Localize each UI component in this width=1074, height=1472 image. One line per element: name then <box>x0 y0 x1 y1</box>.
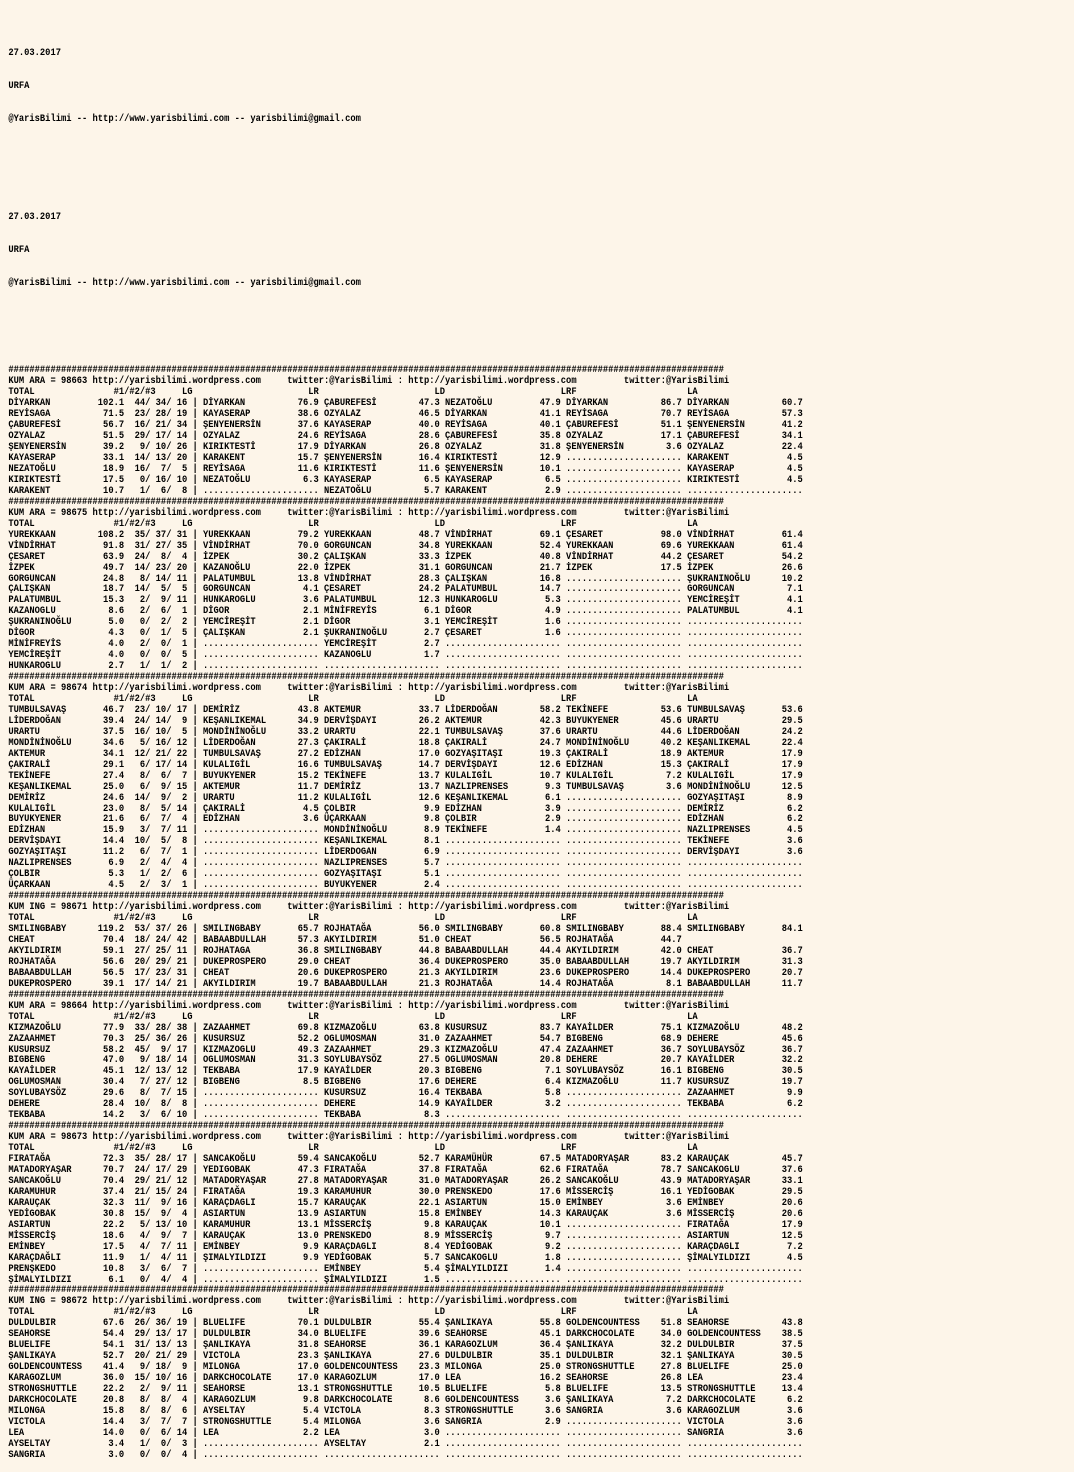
runner-row: EDİZHAN 15.9 3/ 7/ 11 | ...................... MONDİNİNOĞLU 8.9 TEKİNEFE 1.4 ...................... NAZLIPRENSES 4.5 <box>8 824 803 837</box>
runner-row: EMİNBEY 17.5 4/ 7/ 11 | EMİNBEY 9.9 KARAÇDAGLI 8.4 YEDİGOBAK 9.2 ...................... KARAÇDAGLI 7.2 <box>8 1240 803 1253</box>
race-block <box>8 1285 896 1460</box>
header-contact: @YarisBilimi -- http://www.yarisbilimi.com -- yarisbilimi@gmail.com <box>8 276 361 289</box>
runner-row: KAYASERAP 33.1 14/ 13/ 20 | KARAKENT 15.7 ŞENYENERSİN 16.4 KIRIKTESTİ 12.9 ...................... KARAKENT 4.5 <box>8 452 803 465</box>
runner-row: KUSURSUZ 58.2 45/ 9/ 17 | KIZMAZOGLU 49.3 ZAZAAHMET 29.3 KIZMAZOĞLU 47.4 ZAZAAHMET 36.7 SOYLUBAYSÖZ 36.7 <box>8 1043 803 1056</box>
column-header-line: TOTAL #1/#2/#3 LG LR LD LRF LA <box>8 517 698 530</box>
runner-row: İZPEK 49.7 14/ 23/ 20 | KAZANOĞLU 22.0 İZPEK 31.1 GORGUNCAN 21.7 İZPEK 17.5 İZPEK 26.6 <box>8 561 803 574</box>
runner-row: REYİSAGA 71.5 23/ 28/ 19 | KAYASERAP 38.6 OZYALAZ 46.5 DİYARKAN 41.1 REYİSAGA 70.7 REYİSAGA 57.3 <box>8 408 803 421</box>
runner-row: VİNDİRHAT 91.8 31/ 27/ 35 | VİNDİRHAT 70.0 GORGUNCAN 34.8 YUREKKAAN 52.4 YUREKKAAN 69.6 YUREKKAAN 61.4 <box>8 539 803 552</box>
separator-line: ######################################################################################################################################## <box>8 1284 724 1297</box>
separator-line: ######################################################################################################################################## <box>8 988 724 1001</box>
header-contact: @YarisBilimi -- http://www.yarisbilimi.com -- yarisbilimi@gmail.com <box>8 112 361 125</box>
runner-row: HUNKAROGLU 2.7 1/ 1/ 2 | ...................... ...................... ...................... ...................... ...................... <box>8 660 803 673</box>
runner-row: KULALIGİL 23.0 8/ 5/ 14 | ÇAKIRALİ 4.5 ÇOLBIR 9.9 EDİZHAN 3.9 ...................... DEMİRİZ 6.2 <box>8 802 803 815</box>
race-header-line: KUM ARA = 98675 http://yarisbilimi.wordpress.com twitter:@YarisBilimi : http://yarisbilimi.wordpress.com twitter:@YarisBilimi <box>8 506 730 519</box>
header-spacer <box>8 146 896 157</box>
runner-row: BUYUKYENER 21.6 6/ 7/ 4 | EDİZHAN 3.6 ÜÇARKAAN 9.8 ÇOLBIR 2.9 ...................... EDİZHAN 6.2 <box>8 813 803 826</box>
separator-line: ######################################################################################################################################## <box>8 1120 724 1133</box>
column-header-line: TOTAL #1/#2/#3 LG LR LD LRF LA <box>8 912 698 925</box>
runner-row: ÇABUREFESİ 56.7 16/ 21/ 34 | ŞENYENERSİN 37.6 KAYASERAP 40.0 REYİSAGA 40.1 ÇABUREFESİ 51.1 ŞENYENERSİN 41.2 <box>8 419 803 432</box>
runner-row: NEZATOĞLU 18.9 16/ 7/ 5 | REYİSAGA 11.6 KIRIKTESTİ 11.6 ŞENYENERSİN 10.1 ...................... KAYASERAP 4.5 <box>8 462 803 475</box>
header-date: 27.03.2017 <box>8 211 61 224</box>
runner-row: MILONGA 15.8 8/ 8/ 6 | AYSELTAY 5.4 VICTOLA 8.3 STRONGSHUTTLE 3.6 SANGRIA 3.6 KARAGOZLUM 3.6 <box>8 1404 803 1417</box>
race-block <box>8 1121 896 1285</box>
runner-row: KARAMUHUR 37.4 21/ 15/ 24 | FIRATAĞA 19.3 KARAMUHUR 30.0 PRENSKEDO 17.6 MİSSERCİŞ 16.1 YEDİGOBAK 29.5 <box>8 1185 803 1198</box>
runner-row: ZAZAAHMET 70.3 25/ 36/ 26 | KUSURSUZ 52.2 OGLUMOSMAN 31.0 ZAZAAHMET 54.7 BIGBENG 68.9 DEHERE 45.6 <box>8 1032 803 1045</box>
runner-row: KARAÇDAĞLI 11.9 1/ 4/ 11 | ŞIMALYILDIZI 9.9 YEDİGOBAK 5.7 SANCAKOGLU 1.8 ...................... ŞİMALYILDIZI 4.5 <box>8 1251 803 1264</box>
runner-row: LEA 14.0 0/ 6/ 14 | LEA 2.2 LEA 3.0 ...................... ...................... SANGRIA 3.6 <box>8 1426 803 1439</box>
runner-row: KARAGOZLUM 36.0 15/ 10/ 16 | DARKCHOCOLATE 17.0 KARAGOZLUM 17.0 LEA 16.2 SEAHORSE 26.8 LEA 23.4 <box>8 1372 803 1385</box>
runner-row: ÜÇARKAAN 4.5 2/ 3/ 1 | ...................... BUYUKYENER 2.4 ...................... ...................... ...................... <box>8 879 803 892</box>
runner-row: DARKCHOCOLATE 20.8 8/ 8/ 4 | KARAGOZLUM 9.8 DARKCHOCOLATE 8.6 GOLDENCOUNTESS 3.6 ŞANLIKAYA 7.2 DARKCHOCOLATE 6.2 <box>8 1394 803 1406</box>
header-spacer <box>8 311 896 322</box>
runner-row: YUREKKAAN 108.2 35/ 37/ 31 | YUREKKAAN 79.2 YUREKKAAN 48.7 VİNDİRHAT 69.1 ÇESARET 98.0 VİNDİRHAT 61.4 <box>8 528 803 541</box>
runner-row: AKTEMUR 34.1 12/ 21/ 22 | TUMBULSAVAŞ 27.2 EDİZHAN 17.0 GOZYAŞITAŞI 19.3 ÇAKIRALİ 18.9 AKTEMUR 17.9 <box>8 747 803 760</box>
runner-row: TEKBABA 14.2 3/ 6/ 10 | ...................... TEKBABA 8.3 ...................... ...................... ...................... <box>8 1109 803 1122</box>
runner-row: CHEAT 70.4 18/ 24/ 42 | BABAABDULLAH 57.3 AKYILDIRIM 51.0 CHEAT 56.5 ROJHATAĞA 44.7 <box>8 933 682 946</box>
runner-row: DİYARKAN 102.1 44/ 34/ 16 | DİYARKAN 76.9 ÇABUREFESİ 47.3 NEZATOĞLU 47.9 DİYARKAN 86.7 DİYARKAN 60.7 <box>8 397 803 410</box>
runner-row: ŞİMALYILDIZI 6.1 0/ 4/ 4 | ...................... ŞİMALYILDIZI 1.5 ...................... ...................... ...................... <box>8 1273 803 1286</box>
column-header-line: TOTAL #1/#2/#3 LG LR LD LRF LA <box>8 1010 698 1023</box>
race-block <box>8 672 896 891</box>
runner-row: GORGUNCAN 24.8 8/ 14/ 11 | PALATUMBUL 13.8 VİNDİRHAT 28.3 ÇALIŞKAN 16.8 ...................... ŞUKRANINOĞLU 10.2 <box>8 572 803 585</box>
page-header <box>8 26 896 344</box>
race-tables <box>8 365 896 1460</box>
separator-line: ######################################################################################################################################## <box>8 671 724 684</box>
runner-row: YEMCİREŞİT 4.0 0/ 0/ 5 | ...................... KAZANOGLU 1.7 ...................... ...................... ...................... <box>8 649 803 662</box>
race-header-line: KUM ARA = 98674 http://yarisbilimi.wordpress.com twitter:@YarisBilimi : http://yarisbilimi.wordpress.com twitter:@YarisBilimi <box>8 682 730 695</box>
runner-row: KIRIKTESTİ 17.5 0/ 16/ 10 | NEZATOĞLU 6.3 KAYASERAP 6.5 KAYASERAP 6.5 ...................... KIRIKTESTİ 4.5 <box>8 473 803 486</box>
runner-row: DULDULBIR 67.6 26/ 36/ 19 | BLUELIFE 70.1 DULDULBIR 55.4 ŞANLIKAYA 55.8 GOLDENCOUNTESS 51.8 SEAHORSE 43.8 <box>8 1317 803 1330</box>
runner-row: SEAHORSE 54.4 29/ 13/ 17 | DULDULBIR 34.0 BLUELIFE 39.6 SEAHORSE 45.1 DARKCHOCOLATE 34.0 GOLDENCOUNTESS 38.5 <box>8 1328 803 1341</box>
runner-row: VICTOLA 14.4 3/ 7/ 7 | STRONGSHUTTLE 5.4 MILONGA 3.6 SANGRIA 2.9 ...................... VICTOLA 3.6 <box>8 1415 803 1428</box>
race-block <box>8 990 896 1121</box>
runner-row: KIZMAZOĞLU 77.9 33/ 28/ 38 | ZAZAAHMET 69.8 KIZMAZOĞLU 63.8 KUSURSUZ 83.7 KAYAİLDER 75.1 KIZMAZOĞLU 48.2 <box>8 1021 803 1034</box>
runner-row: DEHERE 28.4 10/ 8/ 8 | ...................... DEHERE 14.9 KAYAİLDER 3.2 ...................... TEKBABA 6.2 <box>8 1098 803 1111</box>
runner-row: YEDİGOBAK 30.8 15/ 9/ 4 | ASIARTUN 13.9 ASIARTUN 15.8 EMİNBEY 14.3 KARAUÇAK 3.6 MİSSERCİŞ 20.6 <box>8 1207 803 1220</box>
runner-row: ŞENYENERSİN 39.2 9/ 10/ 26 | KIRIKTESTİ 17.9 DİYARKAN 26.8 OZYALAZ 31.8 ŞENYENERSİN 3.6 OZYALAZ 22.4 <box>8 441 803 454</box>
runner-row: TUMBULSAVAŞ 46.7 23/ 10/ 17 | DEMİRİZ 43.8 AKTEMUR 33.7 LİDERDOĞAN 58.2 TEKİNEFE 53.6 TUMBULSAVAŞ 53.6 <box>8 703 803 716</box>
runner-row: NAZLIPRENSES 6.9 2/ 4/ 4 | ...................... NAZLIPRENSES 5.7 ...................... ...................... ...................... <box>8 857 803 870</box>
runner-row: BABAABDULLAH 56.5 17/ 23/ 31 | CHEAT 20.6 DUKEPROSPERO 21.3 AKYILDIRIM 23.6 DUKEPROSPERO 14.4 DUKEPROSPERO 20.7 <box>8 966 803 979</box>
runner-row: PRENŞKEDO 10.8 3/ 6/ 7 | ...................... EMİNBEY 5.4 ŞİMALYILDIZI 1.4 ...................... ...................... <box>8 1262 803 1275</box>
runner-row: MİSSERCİŞ 18.6 4/ 9/ 7 | KARAUÇAK 13.0 PRENSKEDO 8.9 MİSSERCİŞ 9.7 ...................... ASIARTUN 12.5 <box>8 1229 803 1242</box>
runner-row: BIGBENG 47.0 9/ 18/ 14 | OGLUMOSMAN 31.3 SOYLUBAYSÖZ 27.5 OGLUMOSMAN 20.8 DEHERE 20.7 KAYAİLDER 32.2 <box>8 1054 803 1067</box>
header-date: 27.03.2017 <box>8 46 61 59</box>
runner-row: MATADORYAŞAR 70.7 24/ 17/ 29 | YEDIGOBAK 47.3 FIRATAĞA 37.8 FIRATAĞA 62.6 FIRATAĞA 78.7 SANCAKOGLU 37.6 <box>8 1163 803 1176</box>
runner-row: GOLDENCOUNTESS 41.4 9/ 18/ 9 | MILONGA 17.0 GOLDENCOUNTESS 23.3 MILONGA 25.0 STRONGSHUTTLE 27.8 BLUELIFE 25.0 <box>8 1361 803 1374</box>
race-block <box>8 497 896 672</box>
separator-line: ######################################################################################################################################## <box>8 364 724 377</box>
runner-row: LİDERDOĞAN 39.4 24/ 14/ 9 | KEŞANLIKEMAL 34.9 DERVİŞDAYI 26.2 AKTEMUR 42.3 BUYUKYENER 45.6 URARTU 29.5 <box>8 714 803 727</box>
runner-row: KAYAİLDER 45.1 12/ 13/ 12 | TEKBABA 17.9 KAYAİLDER 20.3 BIGBENG 7.1 SOYLUBAYSÖZ 16.1 BIGBENG 30.5 <box>8 1065 803 1078</box>
runner-row: ROJHATAĞA 56.6 20/ 29/ 21 | DUKEPROSPERO 29.0 CHEAT 36.4 DUKEPROSPERO 35.0 BABAABDULLAH 19.7 AKYILDIRIM 31.3 <box>8 955 803 968</box>
runner-row: SMILINGBABY 119.2 53/ 37/ 26 | SMILINGBABY 65.7 ROJHATAĞA 56.0 SMILINGBABY 60.8 SMILINGBABY 88.4 SMILINGBABY 84.1 <box>8 923 803 936</box>
runner-row: ÇESARET 63.9 24/ 8/ 4 | İZPEK 30.2 ÇALIŞKAN 33.3 İZPEK 40.8 VİNDİRHAT 44.2 ÇESARET 54.2 <box>8 550 803 563</box>
column-header-line: TOTAL #1/#2/#3 LG LR LD LRF LA <box>8 1142 698 1155</box>
runner-row: AYSELTAY 3.4 1/ 0/ 3 | ...................... AYSELTAY 2.1 ...................... ...................... ...................... <box>8 1437 803 1450</box>
runner-row: DEMİRİZ 24.6 14/ 9/ 2 | URARTU 11.2 KULALIGİL 12.6 KEŞANLIKEMAL 6.1 ...................... GOZYAŞITAŞI 8.9 <box>8 791 803 804</box>
runner-row: FIRATAĞA 72.3 35/ 28/ 17 | SANCAKOĞLU 59.4 SANCAKOĞLU 52.7 KARAMÜHÜR 67.5 MATADORYAŞAR 83.2 KARAUÇAK 45.7 <box>8 1153 803 1166</box>
runner-row: DİGOR 4.3 0/ 1/ 5 | ÇALIŞKAN 2.1 ŞUKRANINOĞLU 2.7 ÇESARET 1.6 ...................... ...................... <box>8 627 803 640</box>
runner-row: KARAUÇAK 32.3 11/ 9/ 16 | KARAÇDAGLI 15.7 KARAUÇAK 22.1 ASIARTUN 15.0 EMİNBEY 3.6 EMİNBEY 20.6 <box>8 1196 803 1209</box>
runner-row: TEKİNEFE 27.4 8/ 6/ 7 | BUYUKYENER 15.2 TEKİNEFE 13.7 KULALIGİL 10.7 KULALIGİL 7.2 KULALIGİL 17.9 <box>8 769 803 782</box>
separator-line: ######################################################################################################################################## <box>8 890 724 903</box>
runner-row: STRONGSHUTTLE 22.2 2/ 9/ 11 | SEAHORSE 13.1 STRONGSHUTTLE 10.5 BLUELIFE 5.8 BLUELIFE 13.5 STRONGSHUTTLE 13.4 <box>8 1383 803 1396</box>
runner-row: ÇALIŞKAN 18.7 14/ 5/ 5 | GORGUNCAN 4.1 ÇESARET 24.2 PALATUMBUL 14.7 ...................... GORGUNCAN 7.1 <box>8 583 803 596</box>
runner-row: MİNİFREYİS 4.0 2/ 0/ 1 | ...................... YEMCİREŞİT 2.7 ...................... ...................... ...................... <box>8 638 803 651</box>
runner-row: ÇOLBIR 5.3 1/ 2/ 6 | ...................... GOZYAŞITAŞI 5.1 ...................... ...................... ...................... <box>8 868 803 881</box>
runner-row: OZYALAZ 51.5 29/ 17/ 14 | OZYALAZ 24.6 REYİSAGA 28.6 ÇABUREFESİ 35.8 OZYALAZ 17.1 ÇABUREFESİ 34.1 <box>8 430 803 443</box>
race-header-line: KUM ARA = 98673 http://yarisbilimi.wordpress.com twitter:@YarisBilimi : http://yarisbilimi.wordpress.com twitter:@YarisBilimi <box>8 1131 730 1144</box>
race-header-line: KUM ING = 98672 http://yarisbilimi.wordpress.com twitter:@YarisBilimi : http://yarisbilimi.wordpress.com twitter:@YarisBilimi <box>8 1295 730 1308</box>
header-city: URFA <box>8 79 30 92</box>
race-block <box>8 891 896 990</box>
runner-row: SANGRIA 3.0 0/ 0/ 4 | ...................... ...................... ...................... ...................... ...................... <box>8 1448 803 1461</box>
runner-row: GOZYAŞITAŞI 11.2 6/ 7/ 1 | ...................... LİDERDOGAN 6.9 ...................... ...................... DERVİŞDAYI 3.6 <box>8 846 803 859</box>
runner-row: DUKEPROSPERO 39.1 17/ 14/ 21 | AKYILDIRIM 19.7 BABAABDULLAH 21.3 ROJHATAĞA 14.4 ROJHATAĞA 8.1 BABAABDULLAH 11.7 <box>8 977 803 990</box>
column-header-line: TOTAL #1/#2/#3 LG LR LD LRF LA <box>8 386 698 399</box>
runner-row: AKYILDIRIM 59.1 27/ 25/ 11 | ROJHATAGA 36.8 SMILINGBABY 44.8 BABAABDULLAH 44.4 AKYILDIRIM 42.0 CHEAT 36.7 <box>8 944 803 957</box>
header-spacer <box>8 179 896 190</box>
runner-row: ŞUKRANINOĞLU 5.0 0/ 2/ 2 | YEMCİREŞİT 2.1 DİGOR 3.1 YEMCİREŞİT 1.6 ...................... ...................... <box>8 616 803 629</box>
runner-row: PALATUMBUL 15.3 2/ 9/ 11 | HUNKAROGLU 3.6 PALATUMBUL 12.3 HUNKAROGLU 5.3 ...................... YEMCİREŞİT 4.1 <box>8 594 803 607</box>
runner-row: DERVİŞDAYI 14.4 10/ 5/ 8 | ...................... KEŞANLIKEMAL 8.1 ...................... ...................... TEKİNEFE 3.6 <box>8 835 803 848</box>
runner-row: ÇAKIRALİ 29.1 6/ 17/ 14 | KULALIGİL 16.6 TUMBULSAVAŞ 14.7 DERVİŞDAYI 12.6 EDİZHAN 15.3 ÇAKIRALİ 17.9 <box>8 758 803 771</box>
race-header-line: KUM ARA = 98664 http://yarisbilimi.wordpress.com twitter:@YarisBilimi : http://yarisbilimi.wordpress.com twitter:@YarisBilimi <box>8 999 730 1012</box>
race-header-line: KUM ING = 98671 http://yarisbilimi.wordpress.com twitter:@YarisBilimi : http://yarisbilimi.wordpress.com twitter:@YarisBilimi <box>8 901 730 914</box>
runner-row: SANCAKOĞLU 70.4 29/ 21/ 12 | MATADORYAŞAR 27.8 MATADORYAŞAR 31.0 MATADORYAŞAR 26.2 SANCAKOĞLU 43.9 MATADORYAŞAR 33.1 <box>8 1174 803 1187</box>
header-city: URFA <box>8 243 30 256</box>
column-header-line: TOTAL #1/#2/#3 LG LR LD LRF LA <box>8 693 698 705</box>
separator-line: ######################################################################################################################################## <box>8 495 724 508</box>
runner-row: KEŞANLIKEMAL 25.0 6/ 9/ 15 | AKTEMUR 11.7 DEMİRİZ 13.7 NAZLIPRENSES 9.3 TUMBULSAVAŞ 3.6 MONDİNİNOĞLU 12.5 <box>8 780 803 793</box>
runner-row: ŞANLIKAYA 52.7 20/ 21/ 29 | VICTOLA 23.3 ŞANLIKAYA 27.6 DULDULBIR 35.1 DULDULBIR 32.1 ŞANLIKAYA 30.5 <box>8 1350 803 1363</box>
runner-row: KAZANOGLU 8.6 2/ 6/ 1 | DİGOR 2.1 MİNİFREYİS 6.1 DİGOR 4.9 ...................... PALATUMBUL 4.1 <box>8 605 803 618</box>
runner-row: SOYLUBAYSÖZ 29.6 8/ 7/ 15 | ...................... KUSURSUZ 16.4 TEKBABA 5.8 ...................... ZAZAAHMET 9.9 <box>8 1087 803 1100</box>
runner-row: URARTU 37.5 16/ 10/ 5 | MONDİNİNOĞLU 33.2 URARTU 22.1 TUMBULSAVAŞ 37.6 URARTU 44.6 LİDERDOĞAN 24.2 <box>8 725 803 738</box>
runner-row: KARAKENT 10.7 1/ 6/ 8 | ...................... NEZATOĞLU 5.7 KARAKENT 2.9 ...................... ...................... <box>8 484 803 497</box>
runner-row: ASIARTUN 22.2 5/ 13/ 10 | KARAMUHUR 13.1 MİSSERCİŞ 9.8 KARAUÇAK 10.1 ...................... FIRATAĞA 17.9 <box>8 1218 803 1231</box>
race-header-line: KUM ARA = 98663 http://yarisbilimi.wordpress.com twitter:@YarisBilimi : http://yarisbilimi.wordpress.com twitter:@YarisBilimi <box>8 375 730 388</box>
race-block <box>8 365 896 496</box>
column-header-line: TOTAL #1/#2/#3 LG LR LD LRF LA <box>8 1306 698 1319</box>
runner-row: BLUELIFE 54.1 31/ 13/ 13 | ŞANLIKAYA 31.8 SEAHORSE 36.1 KARAGOZLUM 36.4 ŞANLIKAYA 32.2 DULDULBIR 37.5 <box>8 1339 803 1352</box>
runner-row: OGLUMOSMAN 30.4 7/ 27/ 12 | BIGBENG 8.5 BIGBENG 17.6 DEHERE 6.4 KIZMAZOĞLU 11.7 KUSURSUZ 19.7 <box>8 1076 803 1089</box>
runner-row: MONDİNİNOĞLU 34.6 5/ 16/ 12 | LİDERDOĞAN 27.3 ÇAKIRALİ 18.8 ÇAKIRALİ 24.7 MONDİNİNOĞLU 40.2 KEŞANLIKEMAL 22.4 <box>8 736 803 749</box>
